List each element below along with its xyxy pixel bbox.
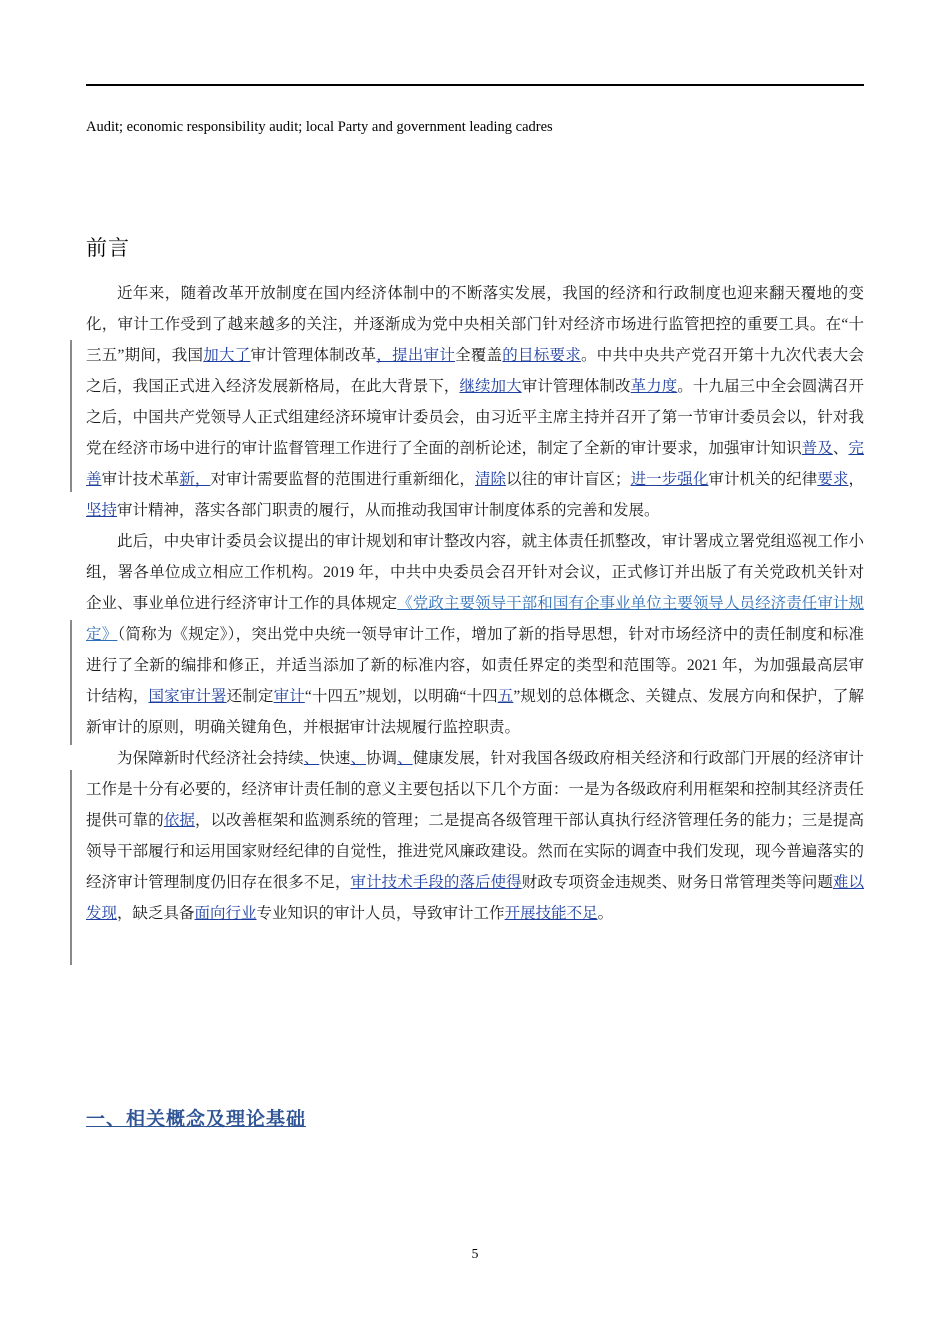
p1-text-7: 、 (832, 440, 849, 457)
p2-link-5[interactable]: 五 (497, 688, 514, 705)
p1-text-8: 审计技术革 (101, 471, 180, 488)
p1-text-9: 对审计需要监督的范围进行重新细化， (210, 471, 475, 488)
p2-text-3: 还制定 (226, 688, 274, 705)
p1-text-1: 近年来，随着改革开放制度在国内经济体制中的不断落实发展，我国的经济和行政制度也迎来翻天覆地的变化，审计工作受到了越来越多的关注，并逐渐成为党中央相关部门针对经济市场进行监管把控的重要工具。在“十三五”期间，我国 (86, 285, 864, 364)
p3-link-6[interactable]: 难以发现 (86, 874, 864, 922)
p1-link-4[interactable]: 继续加大 (459, 378, 522, 395)
p1-link-1[interactable]: 加大了 (203, 347, 251, 364)
p2-link-4[interactable]: 审计 (273, 688, 305, 705)
revision-change-bar-3 (70, 770, 72, 965)
p3-text-9: 。 (597, 905, 614, 922)
p1-link-2[interactable]: ，提出审计 (376, 347, 456, 364)
p1-link-5[interactable]: 革力度 (630, 378, 678, 395)
p3-link-2[interactable]: 、 (350, 750, 366, 767)
p1-link-7[interactable]: 完善 (86, 440, 864, 488)
p3-text-2: 快速 (319, 750, 351, 767)
heading-section-one: 一、相关概念及理论基础 (86, 1109, 307, 1130)
paragraph-3 (86, 743, 864, 929)
p1-link-3[interactable]: 的目标要求 (502, 347, 581, 364)
p1-link-8[interactable]: 新， (179, 471, 211, 488)
body-text-block (86, 278, 864, 929)
p2-link-regulation-title[interactable]: 《党政主要领导干部和国有企事业单位主要领导人员经济责任审计规定》 (86, 595, 864, 643)
p1-text-5: 审计管理体制改 (521, 378, 631, 395)
p3-text-7: ，缺乏具备 (117, 905, 195, 922)
p3-text-4: 健康发展，针对我国各级政府相关经济和行政部门开展的经济审计工作是十分有必要的，经济审计责任制的意义主要包括以下几个方面：一是为各级政府利用框架和控制其经济责任提供可靠的 (86, 750, 864, 829)
header-rule (86, 84, 864, 86)
p3-link-1[interactable]: 、 (303, 750, 320, 767)
section-title-preface: 前言 (86, 237, 130, 260)
p2-text-2: （简称为《规定》），突出党中央统一领导审计工作，增加了新的指导思想，针对市场经济中的责任制度和标准进行了全新的编排和修正，并适当添加了新的标准内容，如责任界定的类型和范围等。2021 年，为加强最高层审计结构， (86, 626, 864, 705)
p1-text-6: 。十九届三中全会圆满召开之后，中国共产党领导人正式组建经济环境审计委员会，由习近平主席主持并召开了第一节审计委员会以，针对我党在经济市场中进行的审计监督管理工作进行了全面的剖析论述，制定了全新的审计要求，加强审计知识 (86, 378, 864, 457)
p1-text-4: 。中共中央共产党召开第十九次代表大会之后，我国正式进入经济发展新格局，在此大背景下， (86, 347, 864, 395)
p1-text-3: 全覆盖 (455, 347, 503, 364)
p1-link-12[interactable]: 坚持 (86, 502, 118, 519)
p2-text-1: 此后，中央审计委员会议提出的审计规划和审计整改内容，就主体责任抓整改，审计署成立署党组巡视工作小组，署各单位成立相应工作机构。2019 年，中共中央委员会召开针对会议，正式修订并出版了有关党政机关针对企业、事业单位进行经济审计工作的具体规定 (86, 533, 864, 612)
p3-link-3[interactable]: 、 (397, 750, 413, 767)
paragraph-2 (86, 526, 864, 743)
paragraph-1 (86, 278, 864, 526)
p1-link-11[interactable]: 要求 (817, 471, 849, 488)
p2-text-4: “十四五”规划，以明确“十四 (304, 688, 498, 705)
p2-link-2[interactable]: 国家 (148, 688, 180, 705)
p1-text-11: 审计机关的纪律 (708, 471, 818, 488)
p1-text-12: ， (848, 471, 864, 488)
p1-link-10[interactable]: 进一步强化 (630, 471, 709, 488)
p3-link-5[interactable]: 审计技术手段的落后使得 (350, 874, 522, 891)
p3-link-7[interactable]: 面向行业 (194, 905, 257, 922)
p3-text-5: ，以改善框架和监测系统的管理；二是提高各级管理干部认真执行经济管理任务的能力；三是提高领导干部履行和运用国家财经纪律的自觉性，推进党风廉政建设。然而在实际的调查中我们发现，现今普遍落实的经济审计管理制度仍旧存在很多不足， (86, 812, 864, 891)
p2-text-5: ”规划的总体概念、关键点、发展方向和保护，了解新审计的原则，明确关键角色，并根据审计法规履行监控职责。 (86, 688, 864, 736)
p3-text-6: 财政专项资金违规类、财务日常管理类等问题 (521, 874, 833, 891)
revision-change-bar-1 (70, 340, 72, 492)
p3-link-4[interactable]: 依据 (163, 812, 195, 829)
revision-change-bar-2 (70, 620, 72, 745)
p3-text-3: 协调 (366, 750, 398, 767)
page-number: 5 (471, 1246, 479, 1261)
p3-link-8[interactable]: 开展技能不足 (504, 905, 598, 922)
p1-text-2: 审计管理体制改革 (250, 347, 377, 364)
p1-link-9[interactable]: 清除 (474, 471, 507, 488)
p1-text-13: 审计精神，落实各部门职责的履行，从而推动我国审计制度体系的完善和发展。 (117, 502, 660, 519)
p3-text-1: 为保障新时代经济社会持续 (117, 750, 304, 767)
keywords-english: Audit; economic responsibility audit; local Party and government leading cadres (86, 119, 553, 135)
p2-link-3[interactable]: 审计署 (179, 688, 227, 705)
p1-text-10: 以往的审计盲区； (506, 471, 631, 488)
p1-link-6[interactable]: 普及 (801, 440, 833, 457)
p3-text-8: 专业知识的审计人员，导致审计工作 (256, 905, 505, 922)
